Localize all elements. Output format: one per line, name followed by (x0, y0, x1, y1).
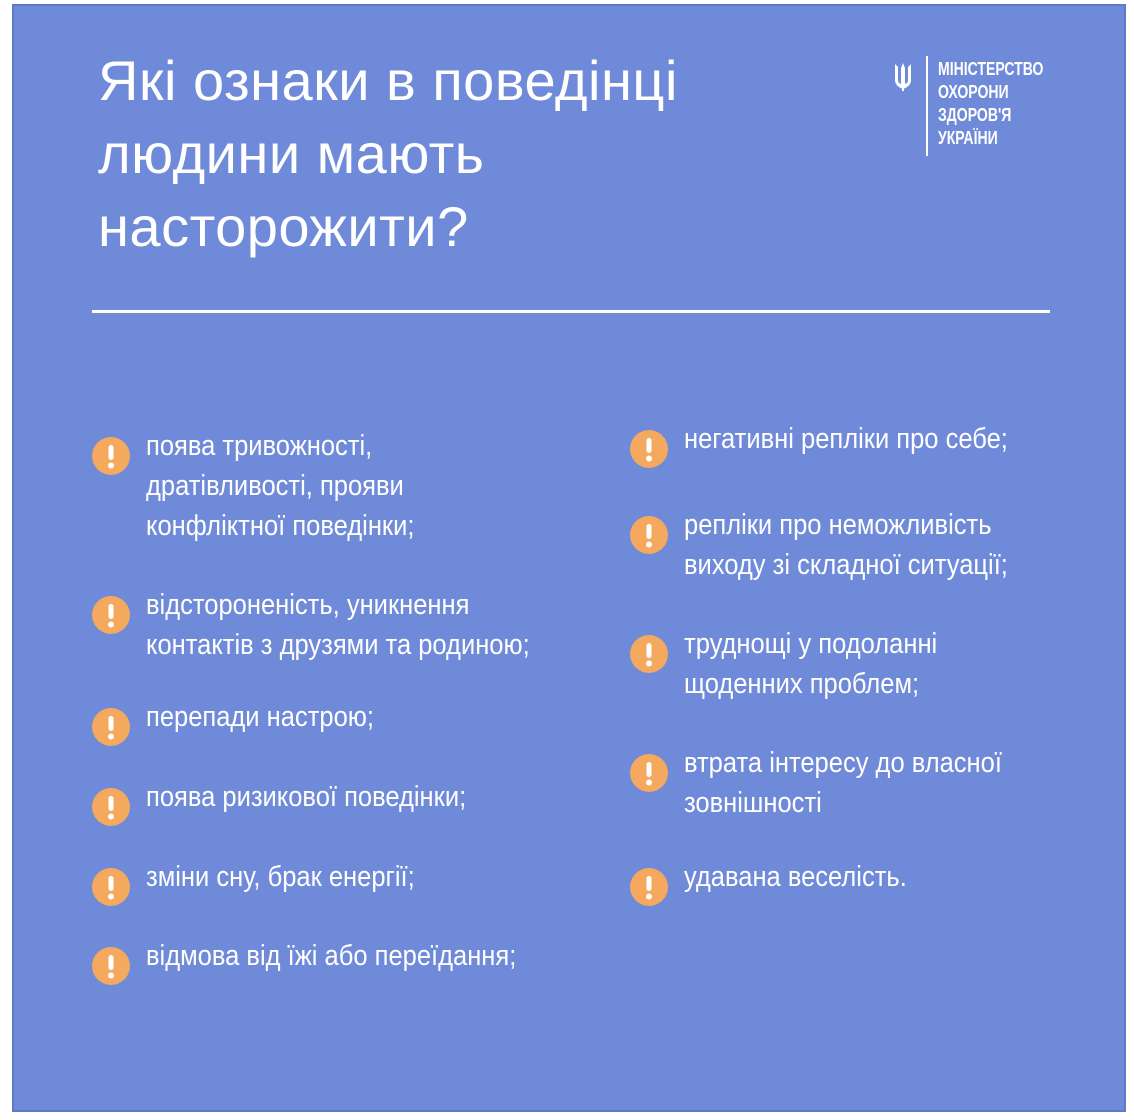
title-line: людини мають (98, 122, 485, 185)
list-item-text (146, 426, 414, 546)
title-line: насторожити? (98, 195, 469, 258)
list-item-text (146, 777, 466, 817)
list-item-line: відстороненість, уникнення (146, 589, 470, 621)
list-item-text (684, 743, 1002, 823)
list-item-line: дратівливості, прояви (146, 470, 404, 502)
logo-divider (926, 56, 928, 156)
list-item-line: поява тривожності, (146, 430, 373, 462)
list-item-line: поява ризикової поведінки; (146, 781, 467, 813)
exclamation-icon (630, 635, 668, 673)
title-divider (92, 310, 1050, 313)
list-item-line: труднощі у подоланні (684, 628, 938, 660)
trident-icon (892, 62, 914, 92)
ministry-name (938, 58, 1043, 150)
exclamation-icon (92, 596, 130, 634)
list-item-line: репліки про неможливість (684, 509, 992, 541)
list-item-line: конфліктної поведінки; (146, 510, 415, 542)
ministry-name-line: МІНІСТЕРСТВО (938, 59, 1044, 79)
ministry-logo (890, 56, 1080, 156)
ministry-name-line: УКРАЇНИ (938, 128, 998, 148)
list-item-text (146, 697, 374, 737)
list-item-line: перепади настрою; (146, 701, 375, 733)
exclamation-icon (630, 868, 668, 906)
ministry-name-line: ОХОРОНИ (938, 82, 1009, 102)
exclamation-icon (630, 430, 668, 468)
list-item-line: удавана веселість. (684, 861, 907, 893)
list-item-line: зовнішності (684, 787, 822, 819)
infographic-card (12, 4, 1126, 1112)
list-item-text (146, 936, 516, 976)
list-item-line: відмова від їжі або переїдання; (146, 940, 517, 972)
list-item-line: негативні репліки про себе; (684, 423, 1008, 455)
list-item-text (146, 585, 530, 665)
list-item-text (684, 857, 907, 897)
list-item-text (146, 857, 415, 897)
exclamation-icon (92, 437, 130, 475)
list-item-line: втрата інтересу до власної (684, 747, 1002, 779)
exclamation-icon (92, 947, 130, 985)
list-item-text (684, 505, 1008, 585)
exclamation-icon (92, 708, 130, 746)
exclamation-icon (92, 788, 130, 826)
list-item-text (684, 419, 1008, 459)
page-title (98, 44, 798, 263)
list-item-line: щоденних проблем; (684, 668, 920, 700)
list-item-line: контактів з друзями та родиною; (146, 629, 530, 661)
exclamation-icon (630, 516, 668, 554)
title-line: Які ознаки в поведінці (98, 49, 678, 112)
list-item-line: виходу зі складної ситуації; (684, 549, 1008, 581)
ministry-name-line: ЗДОРОВ'Я (938, 105, 1012, 125)
list-item-text (684, 624, 937, 704)
exclamation-icon (92, 868, 130, 906)
list-item-line: зміни сну, брак енергії; (146, 861, 415, 893)
exclamation-icon (630, 754, 668, 792)
